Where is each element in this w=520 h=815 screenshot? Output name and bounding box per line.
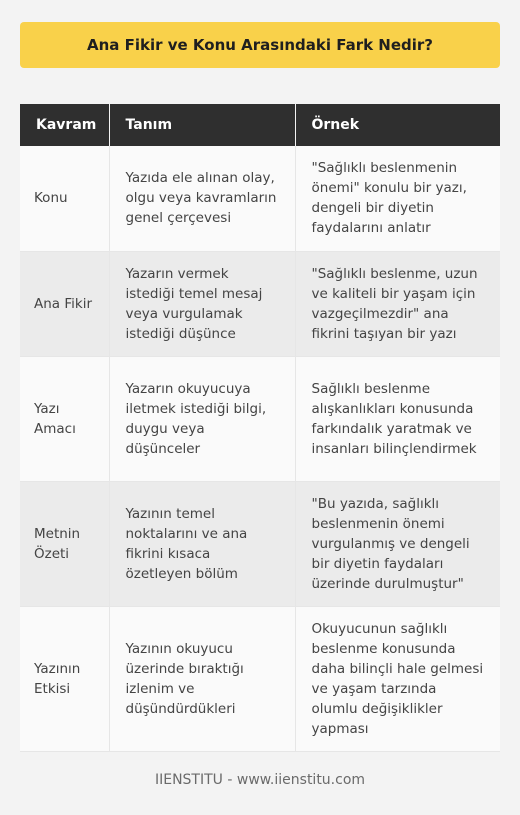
cell-tanim: Yazının okuyucu üzerinde bıraktığı izlenim ve düşündürdükleri [109,606,295,751]
cell-ornek: "Sağlıklı beslenme, uzun ve kaliteli bir yaşam için vazgeçilmezdir" ana fikrini taşıyan bir yazı [295,251,500,356]
cell-ornek: Okuyucunun sağlıklı beslenme konusunda daha bilinçli hale gelmesi ve yaşam tarzında olumlu değişiklikler yapması [295,606,500,751]
cell-tanim: Yazarın vermek istediği temel mesaj veya vurgulamak istediği düşünce [109,251,295,356]
table-header-row [20,104,500,146]
table-row [20,481,500,606]
cell-tanim: Yazıda ele alınan olay, olgu veya kavramların genel çerçevesi [109,146,295,251]
cell-kavram: Metnin Özeti [20,481,109,606]
cell-kavram: Yazının Etkisi [20,606,109,751]
cell-ornek: "Bu yazıda, sağlıklı beslenmenin önemi vurgulanmış ve dengeli bir diyetin faydaları üzerinde durulmuştur" [295,481,500,606]
cell-kavram: Ana Fikir [20,251,109,356]
cell-tanim: Yazının temel noktalarını ve ana fikrini kısaca özetleyen bölüm [109,481,295,606]
cell-kavram: Yazı Amacı [20,356,109,481]
header-tanim: Tanım [109,104,295,146]
table-row [20,606,500,751]
cell-ornek: "Sağlıklı beslenmenin önemi" konulu bir yazı, dengeli bir diyetin faydalarını anlatır [295,146,500,251]
table-row [20,251,500,356]
header-kavram: Kavram [20,104,109,146]
cell-ornek: Sağlıklı beslenme alışkanlıkları konusunda farkındalık yaratmak ve insanları bilinçlendirmek [295,356,500,481]
footer-text: IIENSTITU - www.iienstitu.com [154,772,366,788]
cell-tanim: Yazarın okuyucuya iletmek istediği bilgi, duygu veya düşünceler [109,356,295,481]
table-row [20,146,500,251]
page-title: Ana Fikir ve Konu Arasındaki Fark Nedir? [20,22,500,68]
table-row [20,356,500,481]
header-ornek: Örnek [295,104,500,146]
cell-kavram: Konu [20,146,109,251]
comparison-table [20,104,500,752]
